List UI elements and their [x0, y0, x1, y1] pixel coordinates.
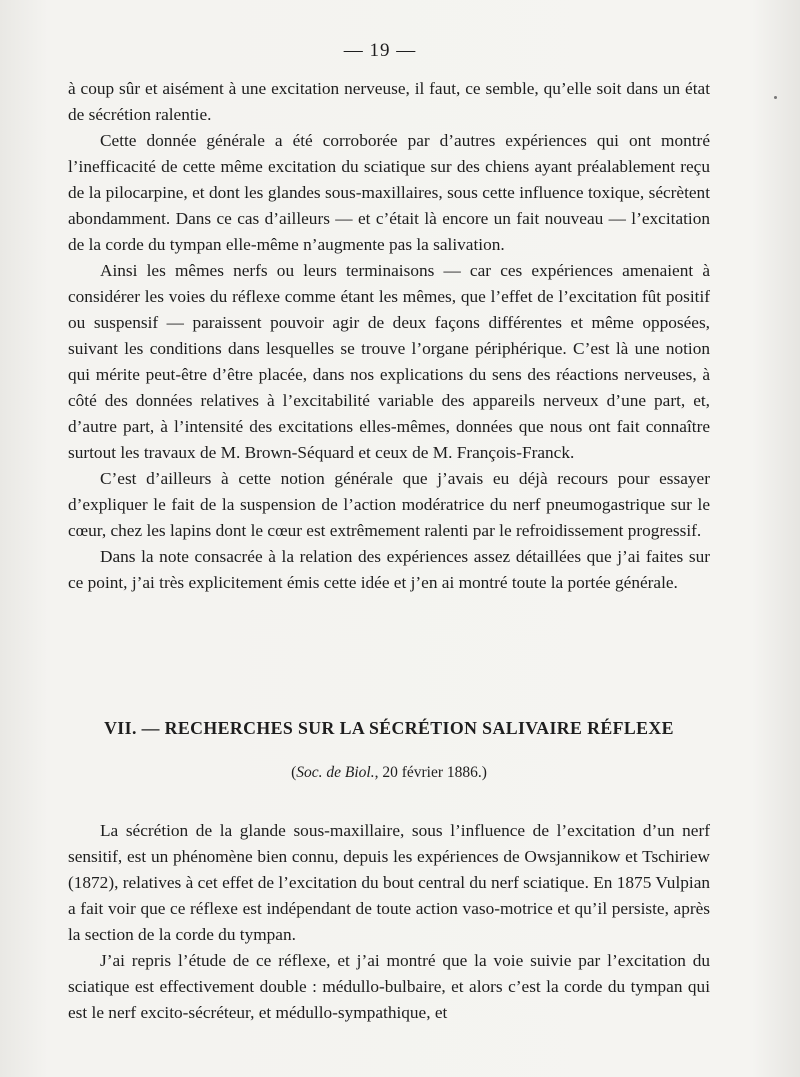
citation-date: , 20 février 1886.)	[374, 764, 487, 781]
section-vii-text-block	[68, 818, 710, 1026]
citation-source: Soc. de Biol.	[296, 764, 375, 781]
intro-text-block	[68, 76, 710, 596]
paragraph-truncated: J’ai repris l’étude de ce réflexe, et j’ai montré que la voie suivie par l’excitation du sciatique est effectivement double : médullo-bulbaire, et alors c’est la corde du tympan qui est le nerf excito-sécréteur, et médullo-sympathique, et	[68, 951, 710, 1022]
paragraph: Ainsi les mêmes nerfs ou leurs terminaisons — car ces expériences amenaient à considérer les voies du réflexe comme étant les mêmes, que l’effet de l’excitation fût positif ou suspensif — paraissent pouvoir agir de deux façons différentes et même opposées, suivant les conditions dans lesquelles se trouve l’organe périphérique. C’est là une notion qui mérite peut-être d’être placée, dans nos explications du sens des réactions nerveuses, à côté des données relatives à l’excitabilité variable des appareils nerveux d’une part, et, d’autre part, à l’intensité des excitations elles-mêmes, données que nous ont fait connaître surtout les travaux de M. Brown-Séquard et ceux de M. François-Franck.	[68, 261, 710, 462]
paragraph-continuation: à coup sûr et aisément à une excitation nerveuse, il faut, ce semble, qu’elle soit dans un état de sécrétion ralentie.	[68, 79, 710, 124]
section-heading: VII. — RECHERCHES SUR LA SÉCRÉTION SALIVAIRE RÉFLEXE	[104, 718, 674, 738]
page-number: — 19 —	[343, 40, 417, 61]
section-citation	[68, 764, 710, 782]
paragraph: C’est d’ailleurs à cette notion générale que j’avais eu déjà recours pour essayer d’expliquer le fait de la suspension de l’action modératrice du nerf pneumogastrique sur le cœur, chez les lapins dont le cœur est extrêmement ralenti par le refroidissement progressif.	[68, 469, 710, 540]
paragraph: Dans la note consacrée à la relation des expériences assez détaillées que j’ai faites sur ce point, j’ai très explicitement émis cette idée et j’en ai montré toute la portée générale.	[68, 547, 710, 592]
paragraph: La sécrétion de la glande sous-maxillaire, sous l’influence de l’excitation d’un nerf sensitif, est un phénomène bien connu, depuis les expériences de Owsjannikow et Tschiriew (1872), relatives à cet effet de l’excitation du bout central du nerf sciatique. En 1875 Vulpian a fait voir que ce réflexe est indépendant de toute action vaso-motrice et qu’il persiste, après la section de la corde du tympan.	[68, 821, 710, 944]
citation-open: (	[291, 764, 297, 781]
paragraph: Cette donnée générale a été corroborée par d’autres expériences qui ont montré l’inefficacité de cette même excitation du sciatique sur des chiens ayant préalablement reçu de la pilocarpine, et dont les glandes sous-maxillaires, sous cette influence toxique, sécrètent abondamment. Dans ce cas d’ailleurs — et c’était là encore un fait nouveau — l’excitation de la corde du tympan elle-même n’augmente pas la salivation.	[68, 131, 710, 254]
paper-speck	[774, 96, 777, 99]
